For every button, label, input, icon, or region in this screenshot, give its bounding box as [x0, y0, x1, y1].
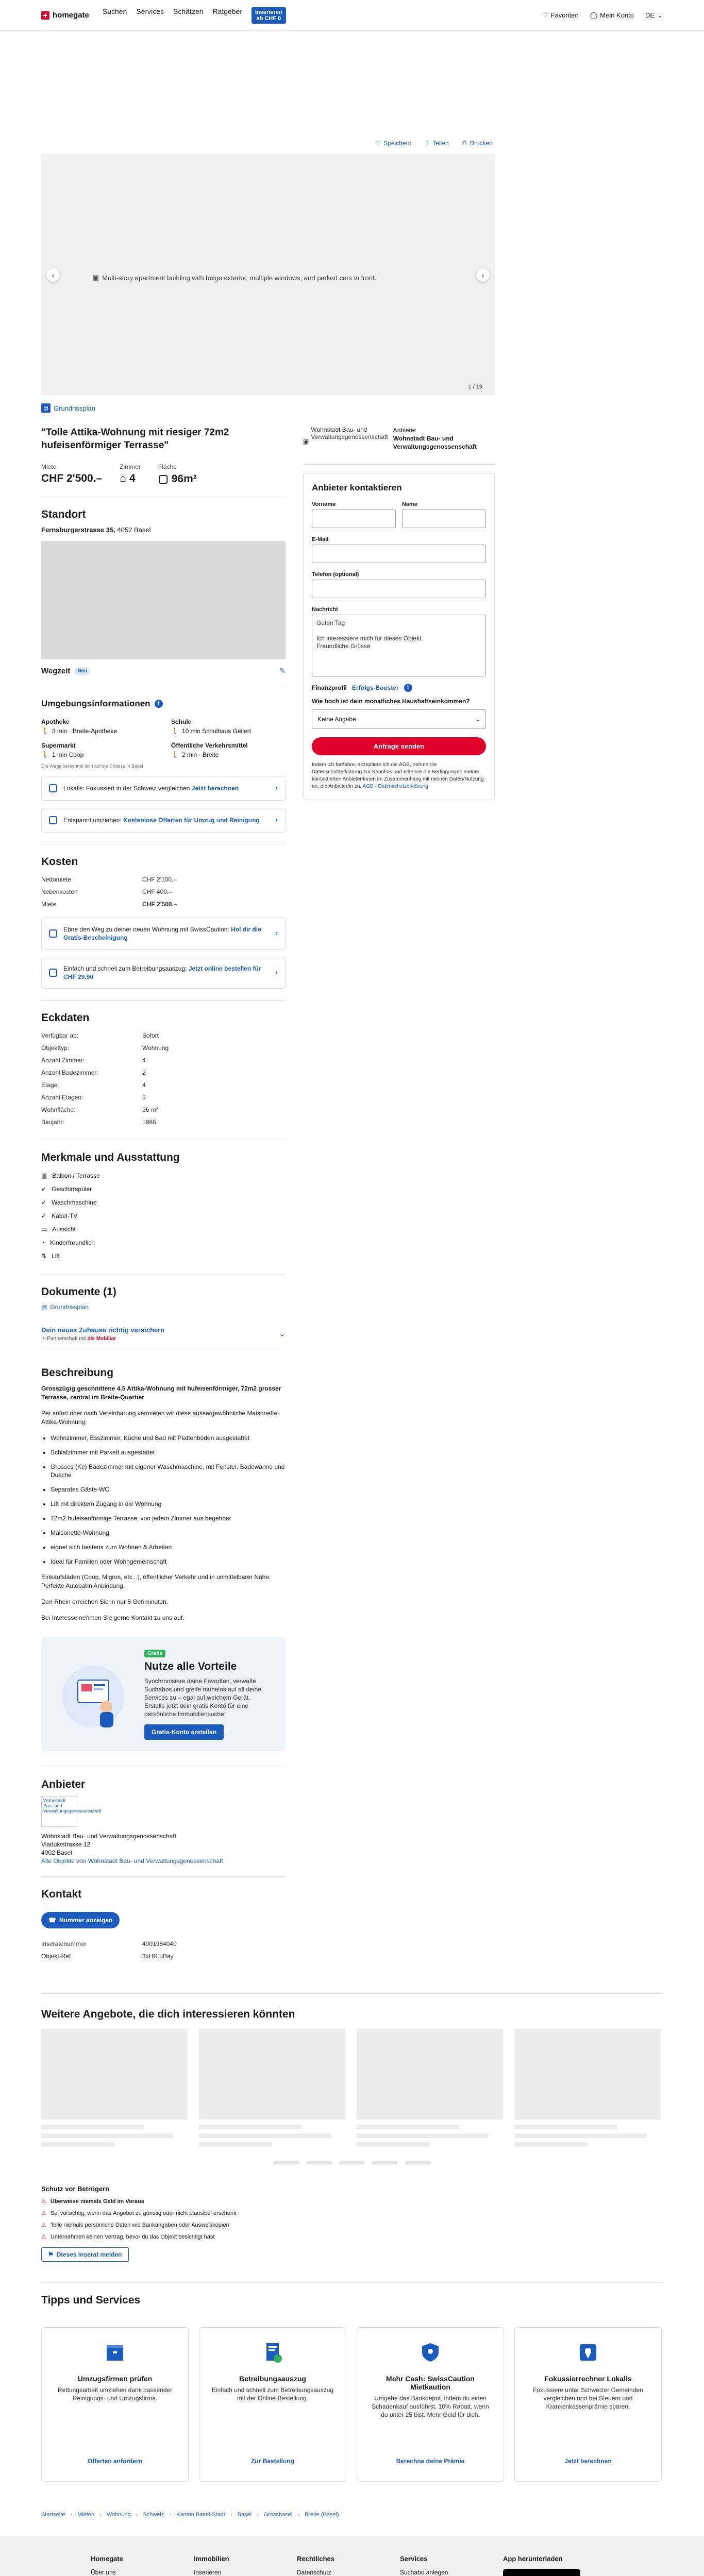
carousel-pager	[41, 2161, 663, 2164]
gallery-image-alt: ▣ Multi-story apartment building with beige exterior, multiple windows, and parked cars in front.	[93, 274, 377, 282]
route-time-row[interactable]: Wegzeit Neu ✎	[41, 667, 286, 675]
feature-item: ⇅ Lift	[41, 1252, 60, 1260]
pencil-icon[interactable]: ✎	[279, 667, 286, 675]
document-icon	[49, 969, 57, 977]
detail-row: Wohnfläche: 96 m²	[41, 1106, 158, 1113]
chevron-left-icon: ‹	[52, 271, 55, 279]
print-button[interactable]: ⎙ Drucken	[462, 139, 493, 147]
description-paragraph: Einkaufsläden (Coop, Migros, etc...), öffentlicher Verkehr und in unmittelbarer Nähe. Perfekte Autobahn Anbindung.	[41, 1573, 271, 1589]
listing-wrapper	[41, 139, 495, 1962]
nav-ratgeber[interactable]: Ratgeber	[212, 7, 242, 15]
footer-link[interactable]: Über uns	[91, 2569, 116, 2576]
fact-rooms: Zimmer ⌂ 4	[120, 463, 141, 484]
door-icon: ⌂	[120, 472, 126, 484]
details-heading: Eckdaten	[41, 1012, 90, 1024]
view-icon: ▭	[41, 1226, 47, 1233]
moving-offers-card[interactable]: Entspannt umziehen: Kostenlose Offerten für Umzug und Reinigung ›	[41, 808, 286, 833]
feature-item: ✓ Geschirrspüler	[41, 1185, 92, 1193]
key-facts	[41, 463, 286, 485]
broken-image-icon: ▣	[303, 438, 309, 445]
homegate-logo[interactable]: homegate	[41, 11, 89, 20]
breadcrumb-item[interactable]: Wohnung	[106, 2512, 131, 2518]
footer-link[interactable]: Datenschutz	[297, 2569, 331, 2576]
chevron-down-icon: ⌄	[475, 716, 480, 723]
income-select[interactable]: Keine Angabe ⌄	[312, 709, 486, 729]
tip-card[interactable]: Umzugsfirmen prüfen Rettungsarbeit umziehen dank passender Reinigungs- und Umzugsfirma. Offerten anfordern	[41, 2327, 189, 2482]
list-item: • Schlafzimmer mit Parkett ausgestattet	[51, 1448, 286, 1456]
tips-cards	[41, 2327, 663, 2482]
listing-card-skeleton[interactable]	[514, 2029, 661, 2147]
detail-row: Baujahr: 1986	[41, 1118, 156, 1126]
favorites-link[interactable]: ♡ Favoriten	[542, 11, 579, 19]
agent-logo[interactable]: ▣ Wohnstadt Bau- und Verwaltungsgenossenschaft	[303, 426, 388, 457]
list-item: • Ideal für Familien oder Wohngemeinschaft	[51, 1557, 286, 1566]
chevron-right-icon: ›	[481, 271, 484, 279]
sidebar	[303, 426, 495, 1962]
detail-row: Etage: 4	[41, 1081, 146, 1089]
stroller-icon: ◔	[41, 1239, 45, 1246]
message-field[interactable]: Guten Tag Ich interessiere mich für dieses Objekt. Freundliche Grüsse	[312, 615, 486, 676]
listing-title: "Tolle Attika-Wohnung mit riesiger 72m2 hufeisenförmiger Terrasse"	[41, 427, 229, 451]
footer-col-homegate: Homegate Über uns	[91, 2555, 194, 2576]
provider-address: Wohnstadt Bau- und Verwaltungsgenossenschaft Viaduktstrasse 12 4002 Basel Alle Objekte von Wohnstadt Bau- und Verwaltungsgenossenschaft	[41, 1833, 223, 1865]
surroundings-note: Die Wege berechnet sich auf die Strasse in Basel	[41, 764, 143, 769]
breadcrumb-item[interactable]: Grossbasel	[263, 2512, 293, 2518]
breadcrumb-item[interactable]: Breite (Basel)	[305, 2512, 339, 2518]
save-button[interactable]: ♡ Speichern	[375, 139, 412, 147]
breadcrumb-item[interactable]: Kanton Basel-Stadt	[176, 2512, 225, 2518]
footer-col-immobilien: Immobilien Inserieren	[194, 2555, 297, 2576]
feature-item: ◔ Kinderfreundlich	[41, 1239, 95, 1246]
account-promo-card	[41, 1637, 286, 1751]
fraud-tip: ⚠ Teile niemals persönliche Daten wie Bankangaben oder Ausweiskopien	[41, 2222, 229, 2228]
promo-title: Nutze alle Vorteile	[144, 1660, 237, 1672]
check-icon: ✓	[41, 1212, 47, 1219]
gallery-prev-button[interactable]	[46, 268, 60, 282]
show-number-button[interactable]: ☎ Nummer anzeigen	[41, 1912, 120, 1928]
list-item: • eignet sich bestens zum Wohnen & Arbeiten	[51, 1543, 286, 1551]
pager-dot[interactable]	[373, 2161, 397, 2164]
floorplan-link[interactable]: ▤ Grundrissplan	[41, 403, 495, 413]
site-header	[0, 0, 704, 31]
fraud-tip: ⚠ Überweise niemals Geld im Voraus	[41, 2198, 144, 2205]
gallery-next-button[interactable]	[476, 268, 490, 282]
heart-icon: ♡	[542, 11, 548, 19]
lower-sections	[41, 1993, 663, 2518]
firstname-field[interactable]	[312, 510, 396, 528]
send-request-button[interactable]: Anfrage senden	[312, 737, 486, 755]
privacy-link[interactable]: Datenschutzerklärung	[378, 784, 428, 789]
email-field[interactable]	[312, 545, 486, 563]
check-icon: ✓	[41, 1185, 47, 1193]
pager-dot[interactable]	[274, 2161, 298, 2164]
account-link[interactable]: ◯ Mein Konto	[590, 11, 634, 19]
list-item: • Lift mit direktem Zugang in die Wohnung	[51, 1500, 286, 1508]
provider-logo[interactable]: Wohnstadt Bau- und Verwaltungsgenossenschaft	[41, 1796, 77, 1827]
footer-link[interactable]: Inserieren	[194, 2569, 222, 2576]
amenity-pharmacy: Apotheke 🚶 3 min · Breite-Apotheke	[41, 718, 118, 735]
breadcrumb-item[interactable]: Mieten	[77, 2512, 95, 2518]
list-item: • Separates Gäste-WC	[51, 1485, 286, 1494]
warning-icon: ⚠	[41, 2222, 46, 2228]
chevron-down-icon: ⌄	[278, 1330, 286, 1338]
income-question: Wie hoch ist dein monatliches Haushaltseinkommen?	[312, 698, 470, 705]
shield-icon	[49, 929, 57, 938]
walk-icon: 🚶	[171, 727, 179, 735]
lokalis-card[interactable]: Lokalis: Fokussiert in der Schweiz vergleichen Jetzt berechnen ›	[41, 776, 286, 801]
contact-heading: Kontakt	[41, 1888, 82, 1900]
fraud-tip: ⚠ Unternehmen keinen Vertrag, bevor du das Objekt besichtigt hast	[41, 2233, 215, 2240]
moving-box-icon	[104, 2341, 126, 2364]
fraud-protection	[41, 2185, 663, 2262]
mobiliar-insurance-accordion[interactable]: Dein neues Zuhause richtig versichern In Partnerschaft mit die Mobiliar ⌄	[41, 1326, 286, 1348]
warning-icon: ⚠	[41, 2198, 46, 2205]
mobiliar-logo: die Mobiliar	[87, 1336, 116, 1342]
info-icon[interactable]: i	[155, 700, 163, 708]
document-icon: ▤	[41, 1303, 47, 1311]
legal-notice: Indem ich fortfahre, akzeptiere ich die AGB, nehme die Datenschutzerklärung zur Kenntnis und erkenne die Bedingungen meiner kontaktierten Anbieter/innen im Zusammenhang mit meinen Daten/Nutzung an, die Anbieter/in zu. AGB · Datenschutzerklärung	[312, 762, 484, 789]
list-item: • Grosses (Ke) Badezimmer mit eigener Waschmaschine, mit Fenster, Badewanne und Dusche	[51, 1463, 286, 1479]
footer-col-services: Services Suchabo anlegen	[400, 2555, 503, 2576]
info-icon[interactable]: i	[404, 684, 412, 692]
share-button[interactable]: ⇪ Teilen	[425, 139, 449, 147]
walk-icon: 🚶	[41, 751, 49, 758]
footer-link[interactable]: Suchabo anlegen	[400, 2569, 448, 2576]
list-item: • 72m2 hufeisenförmige Terrasse, von jedem Zimmer aus begehbar	[51, 1514, 286, 1522]
map-pin-icon	[577, 2341, 599, 2364]
amenity-school: Schule 🚶 10 min Schulhaus Gellert	[171, 718, 252, 735]
description-list	[41, 1434, 286, 1566]
address: Fernsburgerstrasse 35, 4052 Basel	[41, 526, 151, 534]
fact-area: Fläche ▢ 96m²	[158, 463, 197, 485]
pager-dot[interactable]	[406, 2161, 430, 2164]
lastname-field[interactable]	[402, 510, 486, 528]
location-heading: Standort	[41, 509, 86, 520]
fraud-heading: Schutz vor Betrügern	[41, 2185, 110, 2193]
free-badge: Gratis	[144, 1650, 165, 1657]
key-shield-icon	[419, 2341, 442, 2364]
main-column	[41, 426, 286, 1962]
detail-row: Anzahl Zimmer: 4	[41, 1057, 146, 1064]
similar-heading: Weitere Angebote, die dich interessieren könnten	[41, 2008, 295, 2020]
description-lead: Grosszügig geschnittene 4.5 Attika-Wohnung mit hufeisenförmiger, 72m2 grosser Terrasse, zentral im Breite-Quartier	[41, 1385, 281, 1401]
swisscaution-card[interactable]: Ebne den Weg zu deiner neuen Wohnung mit SwissCaution: Hol dir die Gratis-Bescheinigung ›	[41, 918, 286, 950]
finance-profile-row: Finanzprofil Erfolgs-Booster i	[312, 684, 486, 692]
listing-card-skeleton[interactable]	[199, 2029, 345, 2147]
description-paragraph: Bei Interesse nehmen Sie gerne Kontakt zu uns auf.	[41, 1614, 185, 1621]
promo-text: Synchronisiere deine Favoriten, verwalte Suchabos und greife mühelos auf all deine Services zu – egal auf welchem Gerät. Erstelle jetzt dein gratis Konto für eine persönliche Immobiliensuche!	[144, 1677, 261, 1718]
fact-rent: Miete CHF 2'500.–	[41, 463, 103, 484]
report-listing-button[interactable]: ⚑ Dieses Inserat melden	[41, 2247, 129, 2262]
logo-mark-icon	[41, 11, 49, 20]
feature-item: ✓ Kabel-TV	[41, 1212, 78, 1219]
breadcrumb-item[interactable]: Startseite	[41, 2512, 65, 2518]
agent-box: ▣ Wohnstadt Bau- und Verwaltungsgenossenschaft Anbieter Wohnstadt Bau- und Verwaltungsgenossenschaft	[303, 426, 495, 465]
success-booster-link[interactable]: Erfolgs-Booster	[352, 684, 399, 691]
truck-icon	[49, 816, 57, 824]
similar-listings	[41, 2029, 663, 2147]
warning-icon: ⚠	[41, 2234, 46, 2240]
tip-card[interactable]: Fokussierrechner Lokalis Fokussiere unter Schweizer Gemeinden vergleichen und bei Steuern und Krankenkassenprämie sparen. Jetzt berechnen	[514, 2327, 662, 2482]
walk-icon: 🚶	[171, 751, 179, 758]
site-footer	[0, 2536, 704, 2576]
nav-services[interactable]: Services	[136, 7, 164, 15]
contact-form: Anbieter kontaktieren Vorname Name E-Mail Telefon (optional) Nachricht Guten Tag Ich interessiere mich für dieses Objekt. Freundliche Grüsse Finanzprofil Erfolgs-Booster i Wie hoch ist dein monatliches Haushaltseinkommen? Keine Angabe ⌄ Anfrage senden Indem ich fortfahre, akzeptiere ich die AGB, nehme die Datenschutzerklärung zur Kenntnis und erkenne die Bedingungen meiner kontaktierten Anbieter/innen im Zusammenhang mit meinen Daten/Nutzung an, die Anbieter/in zu. AGB · Datenschutzerklärung	[303, 473, 495, 800]
surroundings-heading: Umgebungsinformationen i	[41, 699, 286, 709]
language-select[interactable]: DE ⌄	[645, 11, 663, 19]
documents-heading: Dokumente (1)	[41, 1286, 116, 1298]
share-actions	[41, 139, 495, 147]
share-icon: ⇪	[425, 139, 430, 147]
printer-icon: ⎙	[462, 139, 467, 146]
detail-row: Objekttyp: Wohnung	[41, 1044, 169, 1052]
description-section	[41, 1367, 286, 1622]
chevron-right-icon: ›	[275, 816, 278, 824]
app-store-button[interactable]	[503, 2569, 580, 2576]
listing-card-skeleton[interactable]	[41, 2029, 188, 2147]
description-paragraph: Den Rhein erreichen Sie in nur 5 Gehminuten.	[41, 1598, 169, 1605]
detail-row: Anzahl Badezimmer: 2	[41, 1069, 146, 1076]
tip-card[interactable]: Betreibungsauszug Einfach und schnell zum Betreibungsauszug mit der Online-Bestellung. Zur Bestellung	[199, 2327, 346, 2482]
feature-item: ✓ Waschmaschine	[41, 1199, 97, 1206]
warning-icon: ⚠	[41, 2210, 46, 2216]
chevron-right-icon: ›	[275, 968, 278, 977]
description-intro: Per sofort oder nach Vereinbarung vermieten wir diese aussergewöhnliche Maisonette-Attika-Wohnung:	[41, 1410, 280, 1426]
image-gallery[interactable]	[41, 154, 495, 395]
location-map[interactable]	[41, 541, 286, 659]
elevator-icon: ⇅	[41, 1252, 47, 1260]
contact-row: Objekt-Ref. 3xHR.uBay	[41, 1953, 174, 1960]
phone-field[interactable]	[312, 580, 486, 598]
tip-card[interactable]: Mehr Cash: SwissCaution Mietkaution Umgehe das Bankdepot, indem du einen Schadenkauf ausführst. 10% Rabatt, wenn du unter 25 bist. Mehr Geld für dich. Berechne deine Prämie	[357, 2327, 504, 2482]
breadcrumb-item[interactable]: Schweiz	[143, 2512, 164, 2518]
features-heading: Merkmale und Ausstattung	[41, 1151, 180, 1163]
description-heading: Beschreibung	[41, 1367, 114, 1379]
balcony-icon: ▥	[41, 1172, 47, 1179]
list-item: • Wohnzimmer, Esszimmer, Küche und Bad mit Plattenböden ausgestattet	[51, 1434, 286, 1442]
detail-row: Anzahl Etagen: 5	[41, 1094, 146, 1101]
inserieren-button[interactable]: Inserieren ab CHF 0	[252, 7, 286, 24]
pager-dot[interactable]	[340, 2161, 364, 2164]
breadcrumb-item[interactable]: Basel	[237, 2512, 252, 2518]
calculator-icon	[49, 784, 57, 792]
main-nav	[103, 7, 286, 24]
pager-dot[interactable]	[307, 2161, 331, 2164]
provider-heading: Anbieter	[41, 1778, 86, 1790]
amenity-supermarket: Supermarkt 🚶 1 min Coop	[41, 742, 84, 758]
listing-card-skeleton[interactable]	[357, 2029, 503, 2147]
nav-suchen[interactable]: Suchen	[102, 7, 127, 15]
breadcrumb: Startseite › Mieten › Wohnung › Schweiz › Kanton Basel-Stadt › Basel › Grossbasel › Breite (Basel)	[41, 2512, 339, 2518]
feature-item: ▭ Aussicht	[41, 1226, 76, 1233]
detail-row: Verfügbar ab: Sofort	[41, 1032, 159, 1039]
chevron-right-icon: ›	[275, 784, 278, 792]
debt-extract-card[interactable]: Einfach und schnell zum Betreibungsauszug: Jetzt online bestellen für CHF 29.90 ›	[41, 957, 286, 989]
tip-link[interactable]: Berechne deine Prämie	[396, 2458, 465, 2465]
chevron-right-icon: ›	[275, 929, 278, 938]
user-icon: ◯	[590, 11, 598, 19]
provider-all-listings-link[interactable]: Alle Objekte von Wohnstadt Bau- und Verwaltungsgenossenschaft	[41, 1857, 223, 1865]
feature-item: ▥ Balkon / Terrasse	[41, 1172, 100, 1179]
costs-heading: Kosten	[41, 856, 78, 868]
cost-row: Nebenkosten CHF 400.–	[41, 888, 173, 895]
amenity-transport: Öffentliche Verkehrsmittel 🚶 2 min · Breite	[171, 742, 248, 758]
tips-heading: Tipps und Services	[41, 2294, 141, 2306]
document-icon: ▤	[41, 403, 51, 413]
tip-link[interactable]: Offerten anfordern	[87, 2458, 142, 2465]
contact-row: Inseratenummer 4001984040	[41, 1940, 177, 1947]
cost-row: Miete CHF 2'500.–	[41, 901, 177, 908]
fraud-tip: ⚠ Sei vorsichtig, wenn das Angebot zu günstig oder nicht plausibel erscheint	[41, 2210, 237, 2216]
walk-icon: 🚶	[41, 727, 49, 735]
phone-icon: ☎	[48, 1917, 56, 1924]
promo-illustration	[55, 1655, 132, 1733]
agb-link[interactable]: AGB	[362, 784, 374, 789]
list-item: • Maisonette-Wohnung	[51, 1529, 286, 1537]
chevron-down-icon: ⌄	[657, 11, 663, 19]
document-link[interactable]: ▤ Grundrissplan	[41, 1303, 89, 1311]
area-icon: ▢	[158, 473, 169, 485]
document-check-icon	[261, 2341, 284, 2364]
broken-image-icon: ▣	[93, 274, 99, 281]
flag-icon: ⚑	[48, 2251, 54, 2258]
gallery-counter: 1 / 19	[468, 384, 482, 390]
footer-col-legal: Rechtliches Datenschutz	[297, 2555, 400, 2576]
footer-col-apps: App herunterladen	[503, 2555, 606, 2576]
tip-link[interactable]: Jetzt berechnen	[564, 2458, 612, 2465]
contact-form-title: Anbieter kontaktieren	[312, 483, 402, 493]
surroundings-grid	[41, 718, 286, 758]
tip-link[interactable]: Zur Bestellung	[250, 2458, 294, 2465]
cost-row: Nettomiete CHF 2'100.–	[41, 876, 177, 883]
check-icon: ✓	[41, 1199, 47, 1206]
create-account-button[interactable]: Gratis-Konto erstellen	[144, 1724, 224, 1740]
new-badge: Neu	[74, 667, 90, 675]
nav-schaetzen[interactable]: Schätzen	[173, 7, 204, 15]
heart-icon: ♡	[375, 139, 381, 147]
